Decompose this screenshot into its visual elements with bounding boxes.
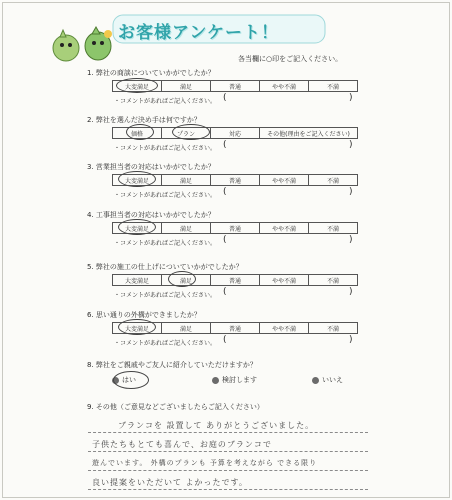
option[interactable]: 不満 xyxy=(309,323,358,334)
option[interactable]: やや不満 xyxy=(260,223,309,234)
comment-paren-close: ) xyxy=(349,287,353,297)
comment-label: ・コメントがあればご記入ください。 xyxy=(114,340,217,347)
option[interactable]: 大変満足 xyxy=(113,223,162,234)
comment-label: ・コメントがあればご記入ください。 xyxy=(114,145,217,152)
option[interactable]: やや不満 xyxy=(260,175,309,186)
option[interactable]: 大変満足 xyxy=(113,323,162,334)
handwritten-comment-line: 良い提案をいただいて よかったです。 xyxy=(92,478,248,487)
comment-label: ・コメントがあればご記入ください。 xyxy=(114,292,217,299)
answer-label: はい xyxy=(122,376,136,384)
option[interactable]: プラン xyxy=(162,128,211,139)
option[interactable]: 対応 xyxy=(211,128,260,139)
selected-answer-circle xyxy=(118,319,156,335)
option[interactable]: 普通 xyxy=(211,323,260,334)
comment-paren-close: ) xyxy=(349,187,353,197)
option[interactable]: 普通 xyxy=(211,223,260,234)
option[interactable]: 満足 xyxy=(162,323,211,334)
answer-label: 検討します xyxy=(222,376,257,384)
question-4-title: 4. 工事担当者の対応はいかがでしたか？ xyxy=(87,211,215,219)
comment-paren-open: ( xyxy=(223,140,227,150)
option[interactable]: やや不満 xyxy=(260,81,309,92)
option[interactable]: 大変満足 xyxy=(113,175,162,186)
comment-paren-close: ) xyxy=(349,140,353,150)
option[interactable]: やや不満 xyxy=(260,323,309,334)
option[interactable]: やや不満 xyxy=(260,275,309,286)
option[interactable]: 普通 xyxy=(211,275,260,286)
handwritten-comment-line: 遊んでいます。 外構のプランも 予算を考えながら できる限り xyxy=(92,459,318,467)
comment-paren-close: ) xyxy=(349,235,353,245)
comment-label: ・コメントがあればご記入ください。 xyxy=(114,98,217,105)
option[interactable]: 不満 xyxy=(309,275,358,286)
radio-bullet-icon xyxy=(212,377,219,384)
question-2-title: 2. 弊社を選んだ決め手は何ですか？ xyxy=(87,116,201,124)
question-9-title: 9. その他（ご意見などございましたらご記入ください） xyxy=(87,403,264,411)
answer-no[interactable] xyxy=(312,375,343,385)
option[interactable]: 普通 xyxy=(211,175,260,186)
option[interactable]: 満足 xyxy=(162,81,211,92)
answer-consider[interactable] xyxy=(212,375,257,385)
answer-line xyxy=(88,451,368,452)
selected-answer-circle xyxy=(172,124,210,140)
handwritten-comment-line: ブランコを 設置して ありがとうございました。 xyxy=(118,421,315,430)
option[interactable]: 満足 xyxy=(162,223,211,234)
question-3-title: 3. 営業担当者の対応はいかがでしたか？ xyxy=(87,163,215,171)
option[interactable]: 不満 xyxy=(309,81,358,92)
answer-label: いいえ xyxy=(322,376,343,384)
question-8-title: 8. 弊社をご親戚やご友人に紹介していただけますか？ xyxy=(87,361,257,369)
selected-answer-circle xyxy=(118,171,156,187)
option[interactable]: 不満 xyxy=(309,223,358,234)
page-title: お客様アンケート！ xyxy=(118,23,279,43)
radio-bullet-icon xyxy=(312,377,319,384)
selected-answer-circle xyxy=(116,78,158,93)
instruction-text: 各当欄に○印をご記入ください。 xyxy=(238,55,343,63)
option[interactable]: 大変満足 xyxy=(113,275,162,286)
question-5-title: 5. 弊社の施工の仕上げについていかがでしたか？ xyxy=(87,263,243,271)
option[interactable]: 大変満足 xyxy=(113,81,162,92)
comment-paren-open: ( xyxy=(223,335,227,345)
option[interactable]: 不満 xyxy=(309,175,358,186)
answer-line xyxy=(88,470,368,471)
comment-paren-open: ( xyxy=(223,287,227,297)
mascot-characters-icon xyxy=(50,26,118,64)
comment-label: ・コメントがあればご記入ください。 xyxy=(114,240,217,247)
handwritten-comment-line: 子供たちもとても喜んで、お庭のブランコで xyxy=(92,440,272,449)
selected-answer-circle xyxy=(113,371,149,389)
comment-label: ・コメントがあればご記入ください。 xyxy=(114,192,217,199)
comment-paren-close: ) xyxy=(349,93,353,103)
selected-answer-circle xyxy=(118,219,156,235)
question-1-title: 1. 弊社の商談についていかがでしたか？ xyxy=(87,69,215,77)
answer-line xyxy=(88,489,368,490)
option[interactable]: 満足 xyxy=(162,175,211,186)
option[interactable]: その他(理由をご記入ください) xyxy=(260,128,358,139)
option[interactable]: 普通 xyxy=(211,81,260,92)
selected-answer-circle xyxy=(126,124,154,140)
answer-line xyxy=(88,432,368,433)
question-5-options xyxy=(112,274,358,286)
comment-paren-open: ( xyxy=(223,93,227,103)
question-6-title: 6. 思い通りの外構ができましたか？ xyxy=(87,311,201,319)
comment-paren-open: ( xyxy=(223,235,227,245)
option[interactable]: 満足 xyxy=(162,275,211,286)
option[interactable]: 価格 xyxy=(113,128,162,139)
comment-paren-open: ( xyxy=(223,187,227,197)
comment-paren-close: ) xyxy=(349,335,353,345)
selected-answer-circle xyxy=(168,271,196,287)
